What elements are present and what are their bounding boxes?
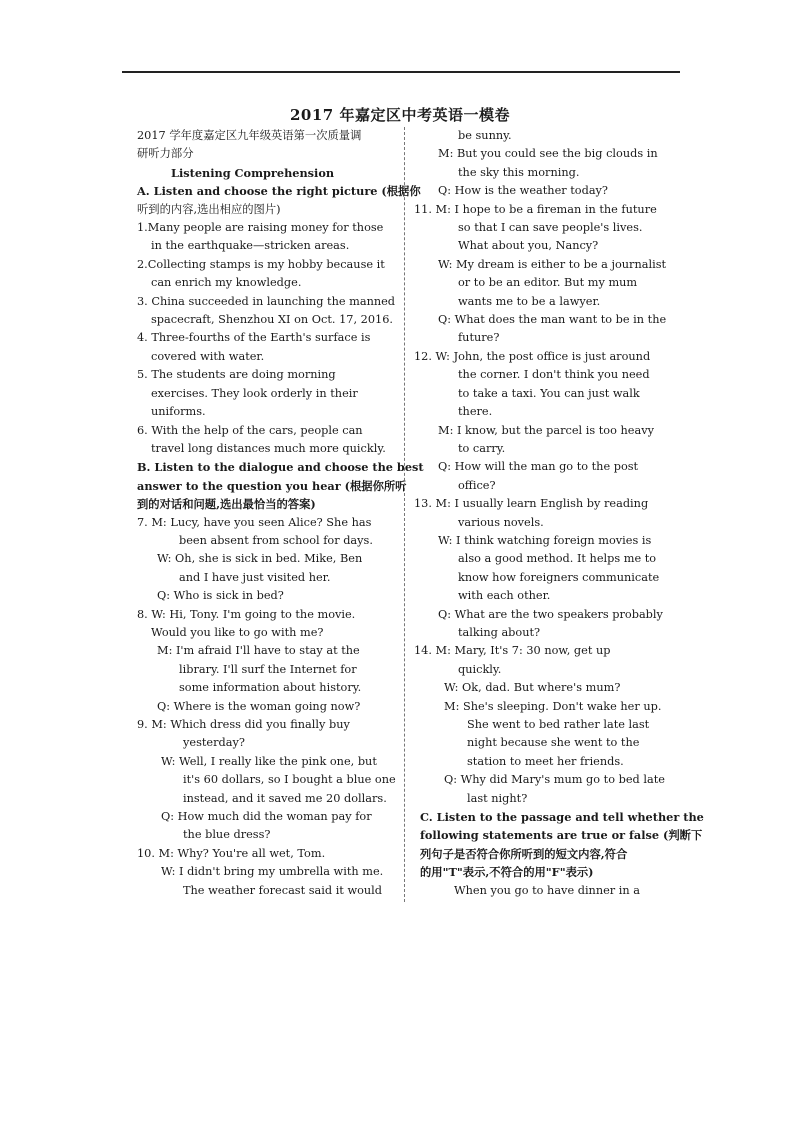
text-line: 12. W: John, the post office is just around (414, 349, 651, 363)
text-line: know how foreigners communicate (458, 570, 660, 584)
text-line: instead, and it saved me 20 dollars. (183, 791, 387, 805)
text-line: yesterday? (183, 736, 245, 750)
text-line: some information about history. (179, 681, 362, 695)
section-heading: C. Listen to the passage and tell whether the (420, 810, 704, 825)
top-rule (122, 71, 680, 73)
text-line: 14. M: Mary, It's 7: 30 now, get up (414, 644, 611, 658)
text-line: Q: How is the weather today? (438, 184, 608, 198)
text-line: W: My dream is either to be a journalist (438, 257, 667, 271)
text-line: various novels. (458, 515, 544, 529)
text-line: Q: Why did Mary's mum go to bed late (444, 773, 665, 787)
text-line: been absent from school for days. (179, 533, 373, 547)
text-line: and I have just visited her. (179, 570, 331, 584)
text-line: future? (458, 331, 500, 345)
text-line: last night? (467, 791, 528, 805)
text-line: quickly. (458, 662, 502, 676)
text-line: 4. Three-fourths of the Earth's surface is (137, 331, 371, 345)
left-column (137, 127, 424, 900)
text-line: spacecraft, Shenzhou XI on Oct. 17, 2016. (151, 313, 393, 327)
text-line: What about you, Nancy? (458, 239, 599, 253)
text-line: 6. With the help of the cars, people can (137, 423, 363, 437)
text-line: to take a taxi. You can just walk (458, 386, 640, 400)
text-line: office? (458, 478, 496, 492)
text-line: 听到的内容,选出相应的图片) (137, 202, 281, 216)
text-line: be sunny. (458, 129, 512, 142)
page-title: 2017 年嘉定区中考英语一模卷 (290, 106, 510, 124)
text-line: wants me to be a lawyer. (458, 294, 601, 308)
text-line: 11. M: I hope to be a fireman in the future (414, 202, 657, 216)
text-line: W: Oh, she is sick in bed. Mike, Ben (157, 552, 363, 566)
text-line: 9. M: Which dress did you finally buy (137, 718, 350, 731)
text-line: talking about? (458, 625, 541, 639)
text-line: Q: What does the man want to be in the (438, 313, 667, 327)
text-line: 5. The students are doing morning (137, 368, 336, 382)
text-line: it's 60 dollars, so I bought a blue one (183, 773, 396, 787)
text-line: W: I didn't bring my umbrella with me. (161, 865, 384, 879)
text-line: W: I think watching foreign movies is (438, 533, 652, 547)
text-line: also a good method. It helps me to (458, 552, 657, 566)
column-divider (404, 127, 405, 902)
text-line: Q: How will the man go to the post (438, 460, 639, 474)
text-line: the corner. I don't think you need (458, 368, 650, 382)
text-line: night because she went to the (467, 736, 640, 750)
text-line: 10. M: Why? You're all wet, Tom. (137, 846, 326, 860)
text-line: M: But you could see the big clouds in (438, 147, 658, 161)
text-line: covered with water. (151, 349, 265, 363)
text-line: When you go to have dinner in a (454, 883, 641, 897)
section-header: 研听力部分 (137, 147, 194, 161)
text-line: She went to bed rather late last (467, 718, 650, 731)
section-header: 2017 学年度嘉定区九年级英语第一次质量调 (137, 129, 362, 142)
text-line: Q: Where is the woman going now? (157, 699, 361, 713)
text-line: the blue dress? (183, 828, 271, 842)
text-line: to carry. (458, 441, 506, 455)
section-heading: A. Listen and choose the right picture (根据你 (137, 184, 421, 199)
text-line: M: She's sleeping. Don't wake her up. (444, 699, 662, 713)
text-line: W: Well, I really like the pink one, but (161, 754, 377, 768)
section-heading: answer to the question you hear (根据你所听 (137, 478, 407, 493)
text-line: with each other. (458, 589, 551, 603)
text-line: 7. M: Lucy, have you seen Alice? She has (137, 515, 372, 529)
section-heading: B. Listen to the dialogue and choose the best (137, 460, 424, 475)
text-line: the sky this morning. (458, 165, 580, 179)
text-line: station to meet her friends. (467, 754, 624, 768)
text-line: travel long distances much more quickly. (151, 441, 386, 455)
text-line: 2.Collecting stamps is my hobby because it (137, 257, 385, 271)
text-line: 3. China succeeded in launching the manned (137, 294, 396, 308)
text-line: there. (458, 405, 493, 419)
text-line: or to be an editor. But my mum (458, 276, 638, 290)
text-line: The weather forecast said it would (183, 883, 383, 897)
text-line: Q: What are the two speakers probably (438, 607, 663, 621)
text-line: Q: Who is sick in bed? (157, 589, 284, 603)
text-line: W: Ok, dad. But where's mum? (444, 681, 621, 695)
text-line: 13. M: I usually learn English by reading (414, 497, 649, 511)
section-heading: Listening Comprehension (171, 165, 335, 180)
text-line: M: I'm afraid I'll have to stay at the (157, 644, 360, 658)
text-line: library. I'll surf the Internet for (179, 662, 357, 676)
section-heading: 到的对话和问题,选出最恰当的答案) (137, 497, 316, 512)
text-line: 1.Many people are raising money for those (137, 221, 384, 235)
text-line: in the earthquake—stricken areas. (151, 239, 350, 253)
text-line: so that I can save people's lives. (458, 221, 643, 235)
text-line: Q: How much did the woman pay for (161, 810, 372, 824)
right-column (414, 127, 704, 900)
section-heading: following statements are true or false (判断下 (420, 828, 703, 843)
section-heading: 列句子是否符合你所听到的短文内容,符合 (420, 846, 628, 861)
text-line: can enrich my knowledge. (151, 276, 302, 290)
text-line: M: I know, but the parcel is too heavy (438, 423, 654, 437)
section-heading: 的用"T"表示,不符合的用"F"表示) (420, 865, 594, 880)
text-line: exercises. They look orderly in their (151, 386, 358, 400)
text-line: 8. W: Hi, Tony. I'm going to the movie. (137, 607, 356, 621)
text-line: Would you like to go with me? (151, 625, 324, 639)
text-line: uniforms. (151, 405, 206, 419)
